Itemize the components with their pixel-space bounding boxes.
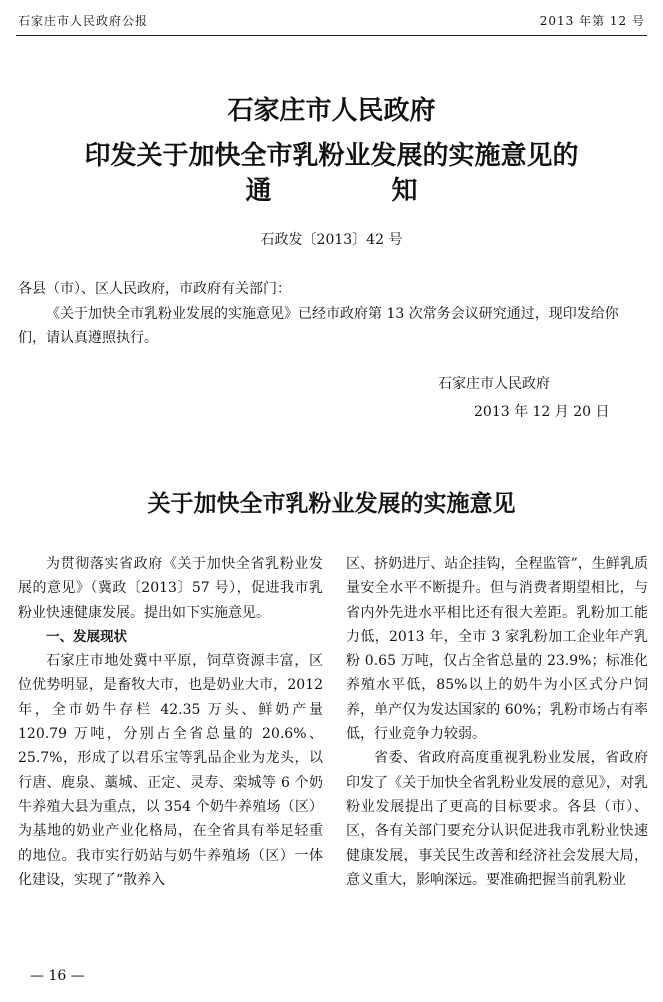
notice-signature: 石家庄市人民政府 [438, 376, 550, 392]
document-number: 石政发〔2013〕42 号 [260, 232, 403, 248]
opinion-right-column [346, 552, 648, 892]
status-paragraph-1: 石家庄市地处冀中平原，饲草资源丰富，区位优势明显，是畜牧大市，也是奶业大市，2012 年，全市奶牛存栏 42.35 万头、鲜奶产量 120.79 万吨，分别占全省总量的 20.6%、25.7%，形成了以君乐宝等乳品企业为龙头，以行唐、鹿泉、藁城、正定、灵寿、栾城等 6 个奶牛养殖大县为重点，以 354 个奶牛养殖场（区）为基地的奶业产业化格局，在全省具有举足轻重的地位。我市实行奶站与奶牛养殖场（区）一体化建设，实现了“散养入 [18, 653, 323, 888]
notice-title-line2: 印发关于加快全市乳粉业发展的实施意见的 [84, 141, 579, 171]
notice-title-line1: 石家庄市人民政府 [227, 96, 436, 126]
opinion-title: 关于加快全市乳粉业发展的实施意见 [147, 490, 516, 517]
status-paragraph-2: 省委、省政府高度重视乳粉业发展，省政府印发了《关于加快全省乳粉业发展的意见》，对乳粉业发展提出了更高的目标要求。各县（市）、区，各有关部门要充分认识促进我市乳粉业快速健康发展，事关民生改善和经济社会发展大局，意义重大，影响深远。要准确把握当前乳粉业 [346, 750, 648, 888]
section-heading-status: 一、发展现状 [46, 628, 127, 645]
header-publication-name: 石家庄市人民政府公报 [18, 14, 149, 28]
status-paragraph-continued: 区、挤奶进厅、站企挂钩，全程监管”，生鲜乳质量安全水平不断提升。但与消费者期望相比，与省内外先进水平相比还有很大差距。乳粉加工能力低，2013 年，全市 3 家乳粉加工企业年产乳粉 0.65 万吨，仅占全省总量的 23.9%；标准化养殖水平低，85%以上的奶牛为小区式分户饲养，单产仅为发达国家的 60%；乳粉市场占有率低，行业竞争力较弱。 [346, 556, 648, 743]
notice-body: 《关于加快全市乳粉业发展的实施意见》已经市政府第 13 次常务会议研究通过，现印发给你们，请认真遵照执行。 [18, 306, 619, 346]
notice-title-char-zhi: 知 [391, 176, 418, 206]
header-divider [16, 35, 647, 36]
header-issue-number: 2013 年第 12 号 [539, 14, 645, 28]
opinion-left-column [18, 552, 323, 892]
opinion-intro-paragraph: 为贯彻落实省政府《关于加快全省乳粉业发展的意见》（冀政〔2013〕57 号），促进我市乳粉业快速健康发展。提出如下实施意见。 [18, 556, 323, 621]
notice-date: 2013 年 12 月 20 日 [474, 404, 610, 420]
notice-title-char-tong: 通 [245, 176, 272, 206]
page-number: — 16 — [30, 968, 85, 984]
notice-addressee: 各县（市）、区人民政府，市政府有关部门： [18, 281, 291, 297]
notice-title-line3 [0, 176, 663, 206]
